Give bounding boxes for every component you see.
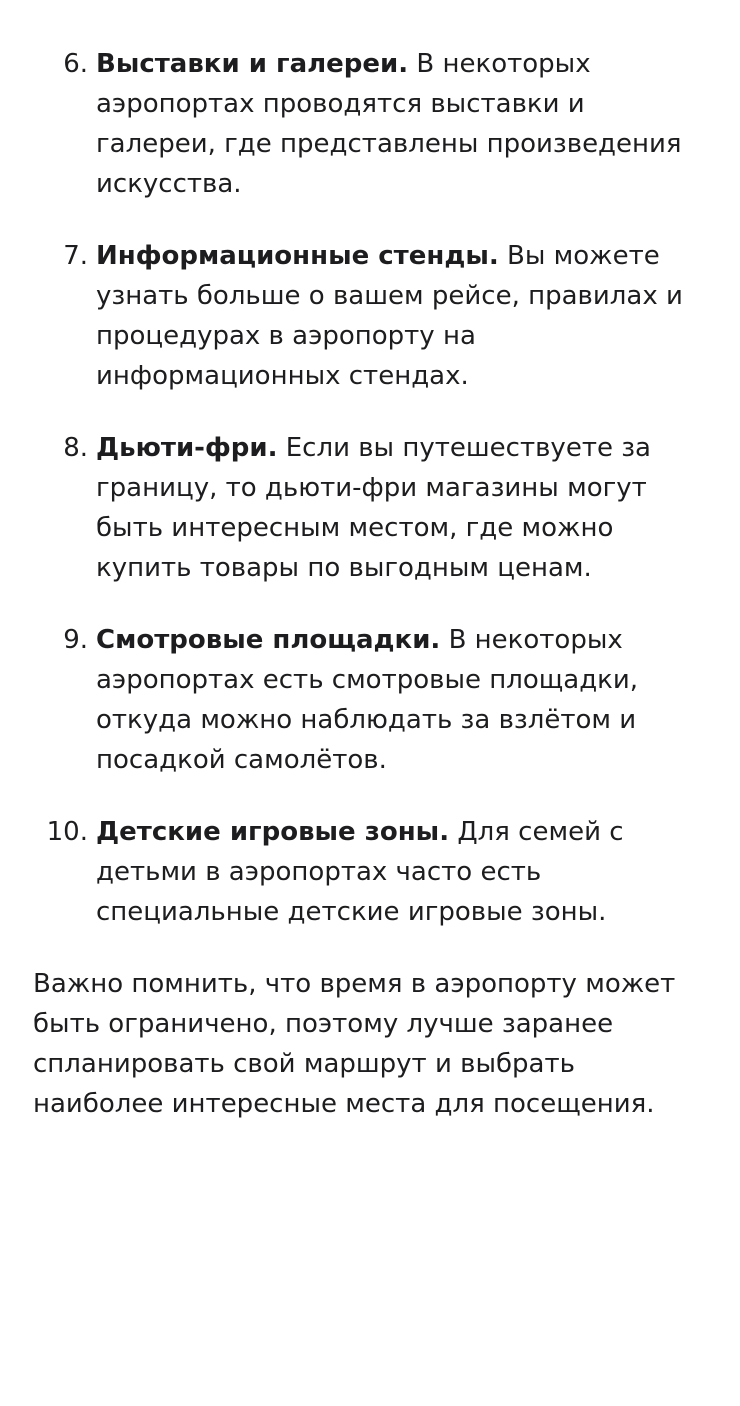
list-item-title: Детские игровые зоны. [96, 817, 450, 847]
list-item-title: Дьюти-фри. [96, 433, 278, 463]
attractions-list [0, 44, 740, 932]
list-item [63, 428, 696, 588]
list-item-number: 10. [46, 817, 88, 847]
list-item-text: Вы можете узнать больше о вашем рейсе, правилах и процедурах в аэропорту на информационных стендах. [96, 241, 683, 391]
list-item-number: 6. [63, 49, 88, 79]
list-item [63, 236, 696, 396]
list-item-text: Если вы путешествуете за границу, то дьюти-фри магазины могут быть интересным местом, где можно купить товары по выгодным ценам. [96, 433, 651, 583]
list-item-number: 8. [63, 433, 88, 463]
list-item-title: Выставки и галереи. [96, 49, 409, 79]
list-item-number: 7. [63, 241, 88, 271]
list-item-title: Смотровые площадки. [96, 625, 441, 655]
list-item-text: В некоторых аэропортах проводятся выставки и галереи, где представлены произведения искусства. [96, 49, 682, 199]
list-item-number: 9. [63, 625, 88, 655]
list-item [63, 620, 696, 780]
list-item-title: Информационные стенды. [96, 241, 499, 271]
list-item [63, 44, 696, 204]
list-item-text: В некоторых аэропортах есть смотровые площадки, откуда можно наблюдать за взлётом и посадкой самолётов. [96, 625, 639, 775]
list-item-text: Для семей с детьми в аэропортах часто есть специальные детские игровые зоны. [96, 817, 624, 927]
list-item [46, 812, 696, 932]
closing-paragraph: Важно помнить, что время в аэропорту может быть ограничено, поэтому лучше заранее спланировать свой маршрут и выбрать наиболее интересные места для посещения. [33, 969, 676, 1119]
